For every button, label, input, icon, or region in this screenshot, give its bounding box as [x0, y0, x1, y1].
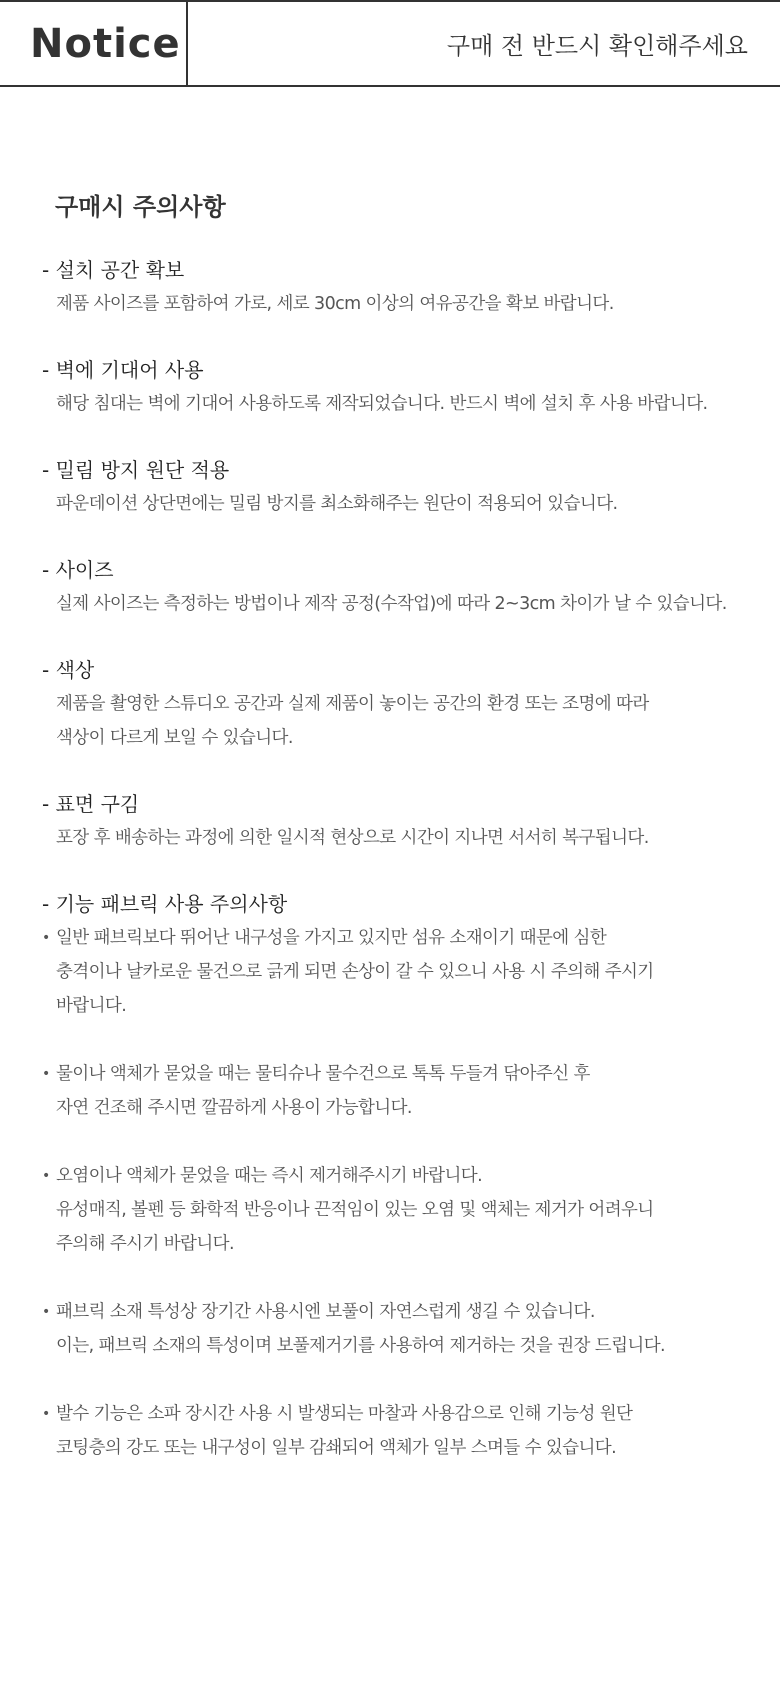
bullet-item [42, 921, 772, 1023]
bullet-item-text [42, 1329, 772, 1363]
bullet-line-text: 충격이나 날카로운 물건으로 긁게 되면 손상이 갈 수 있으니 사용 시 주의해 주시기 [56, 962, 654, 982]
notice-item [42, 787, 772, 855]
notice-item-text: 색상이 다르게 보일 수 있습니다. [56, 728, 293, 748]
notice-items [42, 253, 772, 921]
notice-item [42, 453, 772, 521]
bullet-item-text [42, 1057, 772, 1091]
bullet-dot-icon: • [42, 930, 50, 946]
bullet-item-text [42, 1091, 772, 1125]
bullet-item [42, 1295, 772, 1363]
notice-item-heading: - 벽에 기대어 사용 [42, 358, 204, 382]
notice-content [42, 253, 772, 1499]
notice-item-text: 실제 사이즈는 측정하는 방법이나 제작 공정(수작업)에 따라 2~3cm 차이가 날 수 있습니다. [56, 594, 727, 614]
notice-item-heading: - 사이즈 [42, 558, 114, 582]
bullet-item-text [42, 989, 772, 1023]
bullet-item [42, 1159, 772, 1261]
bullet-line-text: 이는, 패브릭 소재의 특성이며 보풀제거기를 사용하여 제거하는 것을 권장 드립니다. [56, 1336, 665, 1356]
notice-item [42, 353, 772, 421]
bullet-item-text [42, 1159, 772, 1193]
notice-item-heading: - 밀림 방지 원단 적용 [42, 458, 230, 482]
notice-item [42, 653, 772, 755]
notice-item [42, 253, 772, 321]
bullet-dot-icon: • [42, 1168, 50, 1184]
header-subtitle: 구매 전 반드시 확인해주세요 [446, 32, 748, 60]
bullet-dot-icon: • [42, 1304, 50, 1320]
fabric-caution-bullets [42, 921, 772, 1465]
notice-item-text: 제품을 촬영한 스튜디오 공간과 실제 제품이 놓이는 공간의 환경 또는 조명에 따라 [56, 694, 649, 714]
bullet-item-text [42, 921, 772, 955]
bullet-line-text: 물이나 액체가 묻었을 때는 물티슈나 물수건으로 톡톡 두들겨 닦아주신 후 [56, 1064, 590, 1084]
bullet-item-text [42, 1295, 772, 1329]
notice-item-text: 파운데이션 상단면에는 밀림 방지를 최소화해주는 원단이 적용되어 있습니다. [56, 494, 618, 514]
bullet-line-text: 일반 패브릭보다 뛰어난 내구성을 가지고 있지만 섬유 소재이기 때문에 심한 [56, 928, 607, 948]
section-title: 구매시 주의사항 [55, 193, 226, 221]
notice-item-heading: - 표면 구김 [42, 792, 140, 816]
bullet-line-text: 발수 기능은 소파 장시간 사용 시 발생되는 마찰과 사용감으로 인해 기능성 원단 [56, 1404, 633, 1424]
bullet-item [42, 1397, 772, 1465]
notice-header [0, 0, 780, 87]
bullet-line-text: 유성매직, 볼펜 등 화학적 반응이나 끈적임이 있는 오염 및 액체는 제거가 어려우니 [56, 1200, 654, 1220]
bullet-item [42, 1057, 772, 1125]
bullet-line-text: 코팅층의 강도 또는 내구성이 일부 감쇄되어 액체가 일부 스며들 수 있습니다. [56, 1438, 617, 1458]
notice-item [42, 553, 772, 621]
bullet-line-text: 자연 건조해 주시면 깔끔하게 사용이 가능합니다. [56, 1098, 412, 1118]
bullet-line-text: 패브릭 소재 특성상 장기간 사용시엔 보풀이 자연스럽게 생길 수 있습니다. [56, 1302, 595, 1322]
bullet-item-text [42, 1431, 772, 1465]
bullet-item-text [42, 1227, 772, 1261]
notice-item-text: 해당 침대는 벽에 기대어 사용하도록 제작되었습니다. 반드시 벽에 설치 후 사용 바랍니다. [56, 394, 708, 414]
header-title: Notice [30, 21, 181, 67]
bullet-item-text [42, 1397, 772, 1431]
bullet-item-text [42, 955, 772, 989]
bullet-dot-icon: • [42, 1406, 50, 1422]
bullet-line-text: 주의해 주시기 바랍니다. [56, 1234, 234, 1254]
notice-item-heading: - 색상 [42, 658, 95, 682]
bullet-dot-icon: • [42, 1066, 50, 1082]
bullet-item-text [42, 1193, 772, 1227]
bullet-line-text: 오염이나 액체가 묻었을 때는 즉시 제거해주시기 바랍니다. [56, 1166, 483, 1186]
notice-item-text: 포장 후 배송하는 과정에 의한 일시적 현상으로 시간이 지나면 서서히 복구됩니다. [56, 828, 649, 848]
bullet-line-text: 바랍니다. [56, 996, 127, 1016]
notice-item-heading: - 설치 공간 확보 [42, 258, 185, 282]
notice-item-heading: - 기능 패브릭 사용 주의사항 [42, 892, 288, 916]
notice-item-text: 제품 사이즈를 포함하여 가로, 세로 30cm 이상의 여유공간을 확보 바랍니다. [56, 294, 614, 314]
header-divider [186, 2, 188, 85]
notice-item [42, 887, 772, 921]
